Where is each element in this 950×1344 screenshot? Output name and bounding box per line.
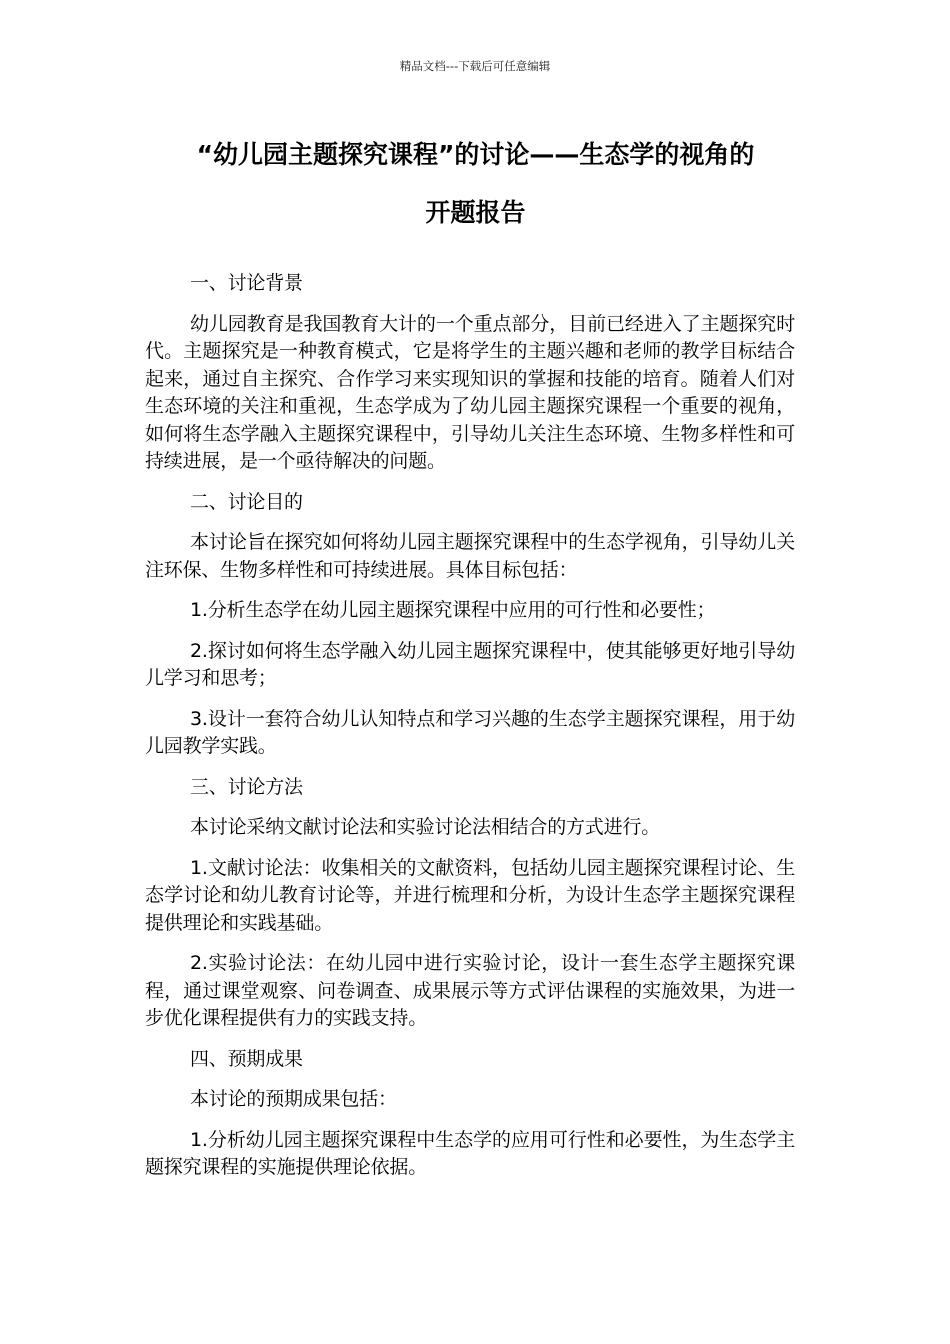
document-title-line-2: 开题报告 xyxy=(425,198,526,227)
paragraph-method: 本讨论采纳文献讨论法和实验讨论法相结合的方式进行。 xyxy=(190,816,661,838)
purpose-item-1: 1.分析生态学在幼儿园主题探究课程中应用的可行性和必要性； xyxy=(190,599,716,621)
paragraph-purpose: 本讨论旨在探究如何将幼儿园主题探究课程中的生态学视角，引导幼儿关注环保、生物多样性和可持续进展。具体目标包括： xyxy=(145,531,795,581)
section-heading-purpose: 二、讨论目的 xyxy=(190,490,303,513)
paragraph-background: 幼儿园教育是我国教育大计的一个重点部分，目前已经进入了主题探究时代。主题探究是一种教育模式，它是将学生的主题兴趣和老师的教学目标结合起来，通过自主探究、合作学习来实现知识的掌握和技能的培育。随着人们对生态环境的关注和重视，生态学成为了幼儿园主题探究课程一个重要的视角，如何将生态学融入主题探究课程中，引导幼儿关注生态环境、生物多样性和可持续进展，是一个亟待解决的问题。 xyxy=(145,312,795,472)
document-title-line-1: “幼儿园主题探究课程”的讨论——生态学的视角的 xyxy=(196,140,755,169)
section-heading-outcomes: 四、预期成果 xyxy=(190,1047,303,1070)
section-heading-background: 一、讨论背景 xyxy=(190,272,303,294)
header-note: 精品文档---下载后可任意编辑 xyxy=(399,59,551,73)
purpose-item-3: 3.设计一套符合幼儿认知特点和学习兴趣的生态学主题探究课程，用于幼儿园教学实践。 xyxy=(145,707,795,757)
outcome-item-1: 1.分析幼儿园主题探究课程中生态学的应用可行性和必要性，为生态学主题探究课程的实施提供理论依据。 xyxy=(145,1128,795,1178)
purpose-item-2: 2.探讨如何将生态学融入幼儿园主题探究课程中，使其能够更好地引导幼儿学习和思考； xyxy=(145,639,795,689)
paragraph-outcomes: 本讨论的预期成果包括： xyxy=(190,1088,397,1110)
document-body xyxy=(145,270,795,1195)
method-item-2: 2.实验讨论法：在幼儿园中进行实验讨论，设计一套生态学主题探究课程，通过课堂观察、问卷调查、成果展示等方式评估课程的实施效果，为进一步优化课程提供有力的实践支持。 xyxy=(145,952,795,1029)
section-heading-method: 三、讨论方法 xyxy=(190,775,303,798)
method-item-1: 1.文献讨论法：收集相关的文献资料，包括幼儿园主题探究课程讨论、生态学讨论和幼儿教育讨论等，并进行梳理和分析，为设计生态学主题探究课程提供理论和实践基础。 xyxy=(145,856,795,934)
